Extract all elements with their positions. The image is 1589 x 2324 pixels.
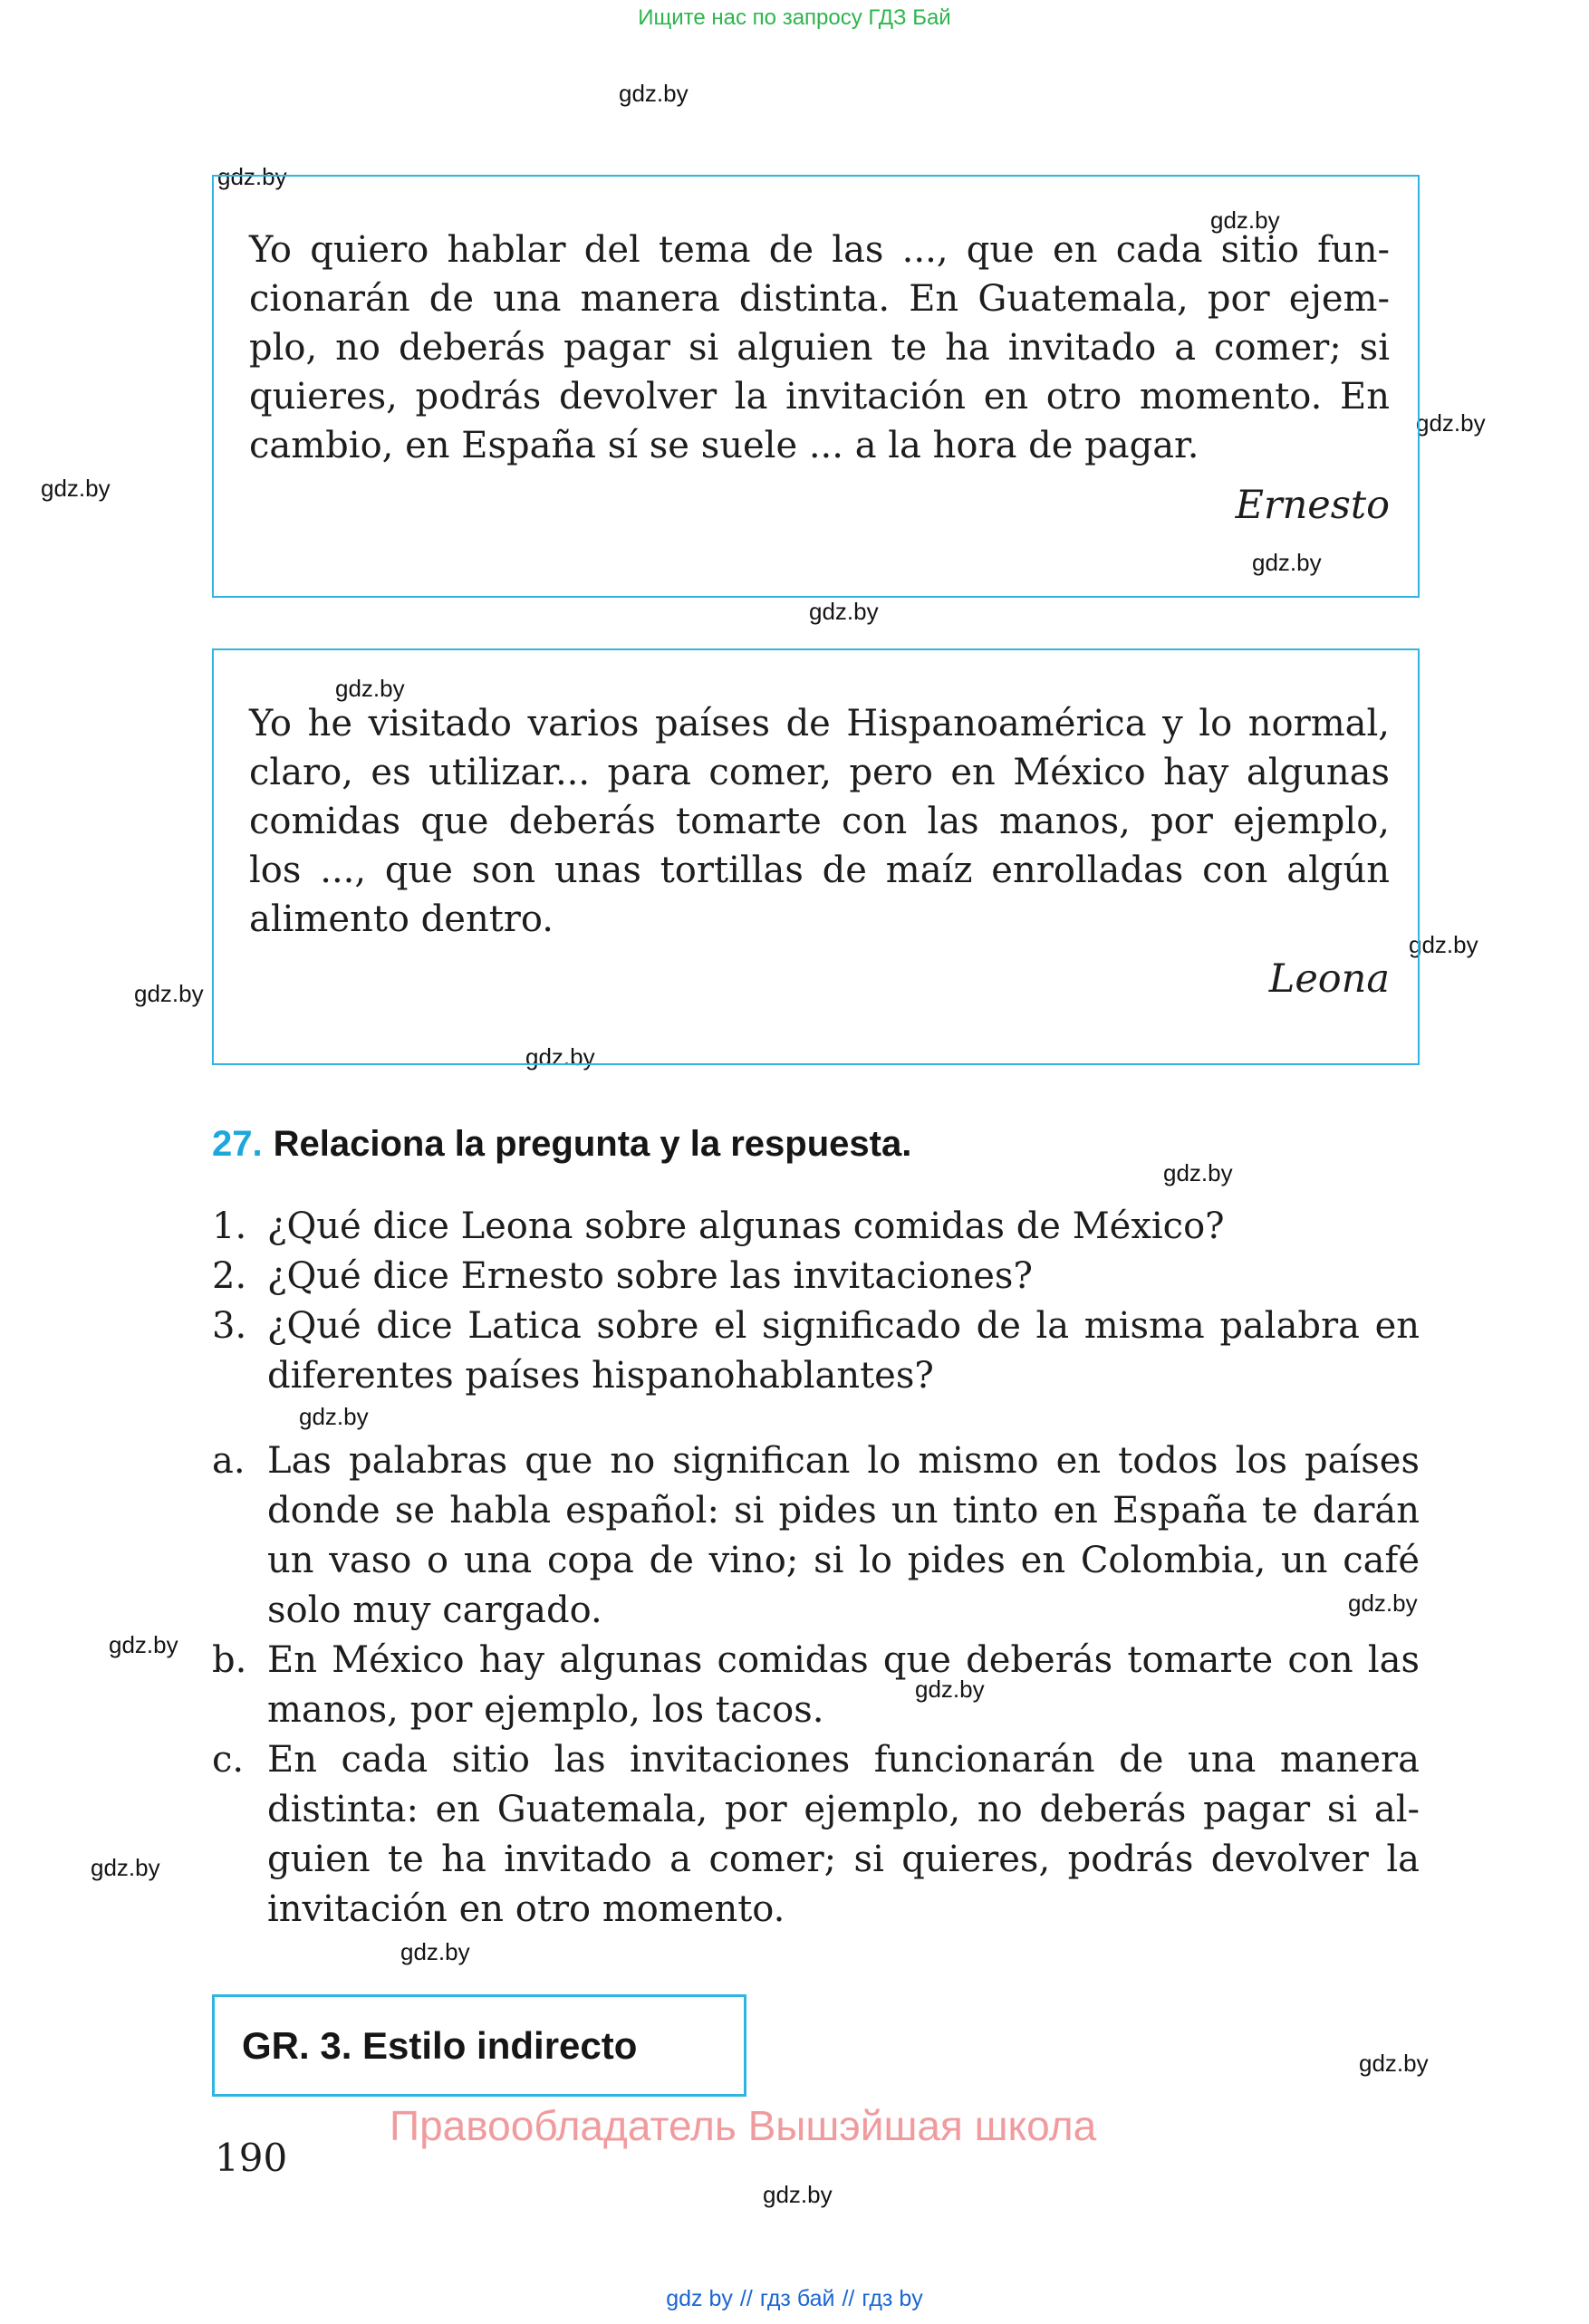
watermark: gdz.by <box>335 675 405 702</box>
quote-box-ernesto <box>212 175 1420 598</box>
question-marker: 2. <box>212 1255 247 1297</box>
question-item <box>212 1202 1420 1252</box>
answer-marker: b. <box>212 1639 247 1681</box>
footer-link-gdz-by-2[interactable]: гдз by <box>862 2286 923 2311</box>
question-marker: 3. <box>212 1305 247 1347</box>
answers-list <box>212 1436 1420 1935</box>
text-line: los ..., que son unas tortillas de maíz enrolladas con algún <box>249 850 1390 891</box>
question-text <box>267 1202 1420 1252</box>
watermark: gdz.by <box>91 1854 160 1881</box>
text-line: ¿Qué dice Leona sobre algunas comidas de México? <box>267 1205 1225 1247</box>
grammar-box-label: GR. 3. Estilo indirecto <box>242 2023 638 2067</box>
watermark: gdz.by <box>1359 2050 1429 2077</box>
quote-author-ernesto: Ernesto <box>1235 483 1390 528</box>
text-line: distinta: en Guatemala, por ejemplo, no deberás pagar si al- <box>267 1789 1420 1830</box>
watermark: gdz.by <box>763 2181 833 2208</box>
watermark: gdz.by <box>525 1043 595 1071</box>
watermark: gdz.by <box>1252 549 1322 576</box>
watermark: gdz.by <box>217 163 287 190</box>
watermark: gdz.by <box>41 475 111 502</box>
text-line: manos, por ejemplo, los tacos. <box>267 1689 824 1731</box>
watermark: gdz.by <box>1416 409 1486 437</box>
text-line: plo, no deberás pagar si alguien te ha invitado a comer; si <box>249 327 1390 369</box>
text-line: ¿Qué dice Ernesto sobre las invitaciones? <box>267 1255 1033 1297</box>
watermark: gdz.by <box>915 1676 985 1703</box>
footer-separator: // <box>739 2286 753 2311</box>
text-line: donde se habla español: si pides un tinto en España te darán <box>267 1490 1420 1532</box>
quote-author-leona: Leona <box>1268 956 1390 1002</box>
text-line: un vaso o una copa de vino; si lo pides en Colombia, un café <box>267 1540 1420 1581</box>
answer-item <box>212 1636 1420 1735</box>
answer-marker: a. <box>212 1440 246 1482</box>
question-item <box>212 1252 1420 1301</box>
text-line: comidas que deberás tomarte con las manos, por ejemplo, <box>249 801 1390 842</box>
watermark: gdz.by <box>400 1938 470 1965</box>
watermark: gdz.by <box>1409 931 1478 958</box>
quote-text-ernesto <box>249 226 1390 470</box>
footer-link-gdz-by[interactable]: gdz by <box>666 2286 733 2311</box>
answer-marker: c. <box>212 1739 245 1781</box>
answer-text <box>267 1735 1420 1935</box>
question-item <box>212 1301 1420 1401</box>
watermark: gdz.by <box>619 80 689 107</box>
watermark: gdz.by <box>1163 1159 1233 1186</box>
text-line: guien te ha invitado a comer; si quieres, podrás devolver la <box>267 1839 1420 1880</box>
text-line: alimento dentro. <box>249 898 554 940</box>
text-line: En México hay algunas comidas que deberás tomarte con las <box>267 1639 1420 1681</box>
quote-text-leona <box>249 699 1390 944</box>
text-line: solo muy cargado. <box>267 1589 602 1631</box>
publisher-overlay: Правообладатель Вышэйшая школа <box>390 2102 1097 2149</box>
quote-box-leona <box>212 648 1420 1065</box>
footer-link-gdz-bai[interactable]: гдз бай <box>759 2286 835 2311</box>
text-line: claro, es utilizar... para comer, pero en México hay algunas <box>249 752 1390 793</box>
watermark: gdz.by <box>1348 1589 1418 1617</box>
page-number: 190 <box>215 2136 288 2180</box>
text-line: quieres, podrás devolver la invitación en otro momento. En <box>249 376 1390 418</box>
footer-links <box>0 2286 1589 2312</box>
text-line: Yo quiero hablar del tema de las ..., que en cada sitio fun- <box>249 229 1390 271</box>
watermark: gdz.by <box>299 1403 369 1430</box>
answer-text <box>267 1636 1420 1735</box>
answer-item <box>212 1735 1420 1935</box>
text-line: ¿Qué dice Latica sobre el significado de la misma palabra en <box>267 1305 1420 1347</box>
footer-separator: // <box>842 2286 855 2311</box>
exercise-header <box>212 1124 911 1165</box>
question-text <box>267 1252 1420 1301</box>
exercise-title: Relaciona la pregunta y la respuesta. <box>273 1124 912 1164</box>
text-line: diferentes países hispanohablantes? <box>267 1355 934 1397</box>
watermark: gdz.by <box>1210 206 1280 234</box>
answer-text <box>267 1436 1420 1636</box>
answer-item <box>212 1436 1420 1636</box>
grammar-box <box>212 1994 746 2097</box>
promo-header-text: Ищите нас по запросу ГДЗ Бай <box>638 5 951 30</box>
watermark: gdz.by <box>109 1631 178 1658</box>
text-line: cionarán de una manera distinta. En Guatemala, por ejem- <box>249 278 1390 320</box>
text-line: invitación en otro momento. <box>267 1888 785 1930</box>
text-line: En cada sitio las invitaciones funcionarán de una manera <box>267 1739 1420 1781</box>
text-line: cambio, en España sí se suele ... a la hora de pagar. <box>249 425 1199 466</box>
text-line: Las palabras que no significan lo mismo en todos los países <box>267 1440 1420 1482</box>
watermark: gdz.by <box>134 980 204 1007</box>
question-text <box>267 1301 1420 1401</box>
watermark: gdz.by <box>809 598 879 625</box>
exercise-number: 27. <box>212 1124 263 1164</box>
text-line: Yo he visitado varios países de Hispanoamérica y lo normal, <box>249 703 1390 744</box>
question-marker: 1. <box>212 1205 247 1247</box>
questions-list <box>212 1202 1420 1401</box>
